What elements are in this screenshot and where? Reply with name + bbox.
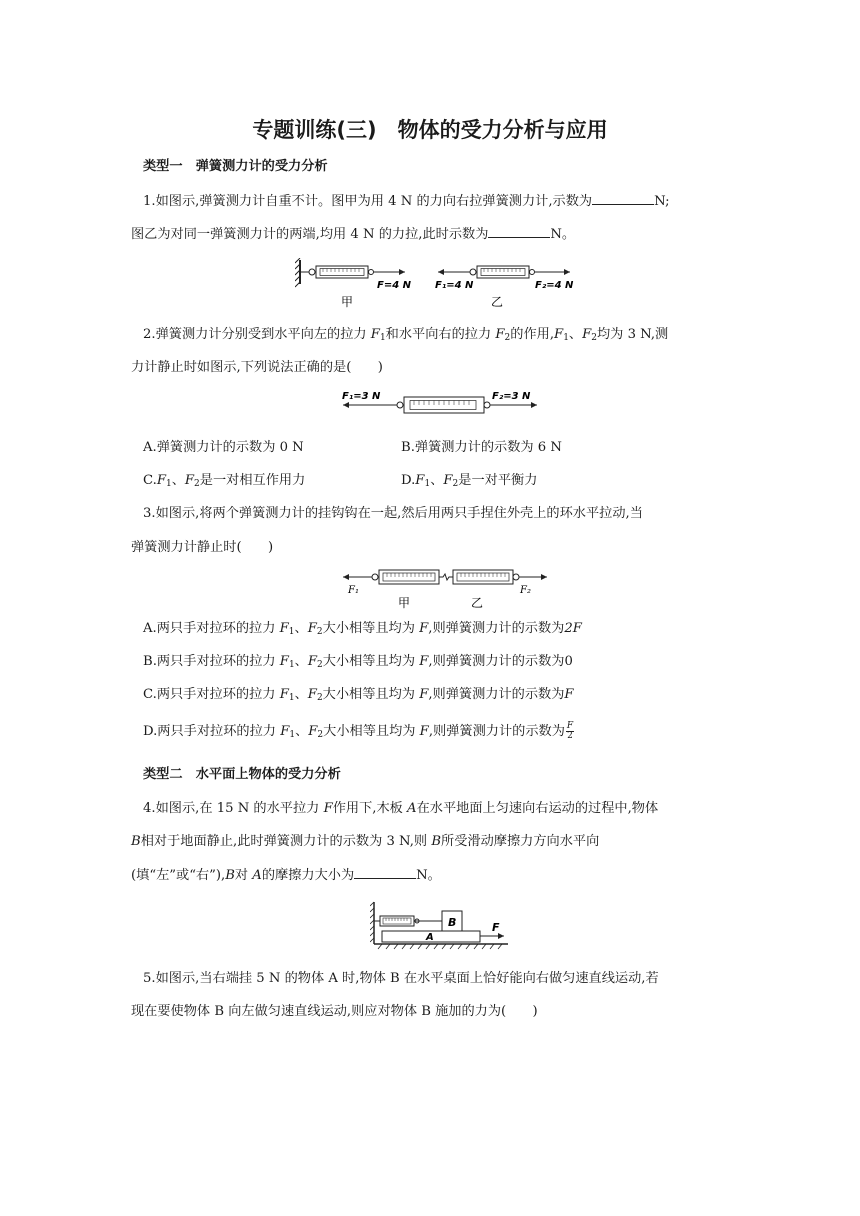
text: ,则弹簧测力计的示数为 xyxy=(428,724,565,739)
value: F xyxy=(564,687,574,702)
force-label: F=4 N xyxy=(377,280,412,291)
text: 、 xyxy=(171,473,185,488)
subscript: 1 xyxy=(424,479,431,489)
page-title: 专题训练(三) 物体的受力分析与应用 xyxy=(252,118,608,142)
option-d[interactable] xyxy=(143,722,574,741)
force-label: F₁=4 N xyxy=(435,280,474,291)
section-heading-2: 类型二 水平面上物体的受力分析 xyxy=(143,767,341,782)
question-3-line-2: 弹簧测力计静止时( ) xyxy=(131,540,274,555)
text: N。 xyxy=(550,227,576,242)
text: A. xyxy=(143,621,157,636)
figure-caption: 甲 xyxy=(341,295,354,308)
text: N。 xyxy=(416,868,441,883)
symbol: F xyxy=(279,687,289,702)
question-5-line-2: 现在要使物体 B 向左做匀速直线运动,则应对物体 B 施加的力为( ) xyxy=(131,1004,538,1019)
question-4-line-3 xyxy=(131,866,441,885)
question-5-line-1: 5.如图示,当右端挂 5 N 的物体 A 时,物体 B 在水平桌面上恰好能向右做匀速直线运动,若 xyxy=(143,971,659,986)
symbol: A xyxy=(252,868,262,883)
subscript: 2 xyxy=(504,333,511,343)
symbol: F xyxy=(323,801,333,816)
text: D. xyxy=(401,473,416,488)
subscript: 1 xyxy=(165,479,172,489)
text: 作用下,木板 xyxy=(332,801,408,816)
question-2-line-1 xyxy=(143,326,668,344)
subscript: 2 xyxy=(317,660,323,670)
text: 、 xyxy=(568,327,583,342)
text: 大小相等且均为 xyxy=(322,654,420,669)
text: 、 xyxy=(430,473,444,488)
subscript: 1 xyxy=(288,627,295,637)
text: 和水平向右的拉力 xyxy=(385,327,496,342)
force-label: F xyxy=(492,921,500,934)
answer-blank[interactable] xyxy=(354,866,416,879)
text: 两只手对拉环的拉力 xyxy=(156,621,280,636)
text: C. xyxy=(143,687,157,702)
text: (填“左”或“右”), xyxy=(131,868,226,883)
symbol: F xyxy=(156,473,166,488)
subscript: 2 xyxy=(316,627,323,637)
text: 对 xyxy=(234,868,253,883)
question-4-line-2 xyxy=(131,833,599,851)
text: 均为 3 N,测 xyxy=(597,327,669,342)
symbol: F xyxy=(307,654,318,669)
text: 大小相等且均为 xyxy=(323,724,420,739)
symbol: A xyxy=(407,801,417,816)
spring-scale-figure-3 xyxy=(340,565,550,613)
text: 两只手对拉环的拉力 xyxy=(156,687,280,702)
text: 、 xyxy=(294,687,308,702)
text: 相对于地面静止,此时弹簧测力计的示数为 3 N,则 xyxy=(140,834,432,849)
text: ,则弹簧测力计的示数为 xyxy=(428,654,565,669)
text: 大小相等且均为 xyxy=(322,687,420,702)
figure-caption: 甲 xyxy=(398,596,411,610)
option-b[interactable]: B.弹簧测力计的示数为 6 N xyxy=(401,440,562,455)
block-b-label: B xyxy=(448,916,457,929)
figure-caption: 乙 xyxy=(471,596,484,610)
fraction xyxy=(566,722,574,741)
symbol: F xyxy=(307,621,317,636)
symbol: F xyxy=(419,621,429,636)
option-a[interactable]: A.弹簧测力计的示数为 0 N xyxy=(143,440,304,455)
text: 在水平地面上匀速向右运动的过程中,物体 xyxy=(416,801,659,816)
section-heading-1: 类型一 弹簧测力计的受力分析 xyxy=(143,159,328,174)
subscript: 1 xyxy=(563,333,569,343)
question-1-line-2 xyxy=(131,225,575,244)
subscript: 1 xyxy=(288,660,295,670)
board-a-label: A xyxy=(426,932,434,943)
force-label: F₁=3 N xyxy=(342,391,381,402)
symbol: F xyxy=(554,327,564,342)
text: 、 xyxy=(294,621,308,636)
text: 大小相等且均为 xyxy=(322,621,420,636)
symbol: F xyxy=(443,473,453,488)
symbol: B xyxy=(431,834,442,849)
text: 两只手对拉环的拉力 xyxy=(157,724,281,739)
symbol: F xyxy=(308,724,318,739)
option-c[interactable] xyxy=(143,686,574,704)
option-b[interactable] xyxy=(143,653,573,671)
question-4-line-1 xyxy=(143,800,658,818)
subscript: 2 xyxy=(452,479,459,489)
symbol: F xyxy=(415,473,425,488)
text: D. xyxy=(143,724,158,739)
symbol: B xyxy=(131,834,141,849)
option-d[interactable] xyxy=(401,472,537,490)
symbol: F xyxy=(495,327,505,342)
symbol: F xyxy=(279,621,289,636)
question-1-line-1 xyxy=(143,192,670,211)
text: 是一对相互作用力 xyxy=(199,473,306,488)
option-a[interactable] xyxy=(143,620,582,638)
force-label: F₂=4 N xyxy=(535,280,574,291)
text: 4.如图示,在 15 N 的水平拉力 xyxy=(143,801,324,816)
symbol: F xyxy=(419,724,429,739)
text: ,则弹簧测力计的示数为 xyxy=(428,687,565,702)
text: 的摩擦力大小为 xyxy=(261,868,355,883)
text: ,则弹簧测力计的示数为 xyxy=(428,621,565,636)
spring-scale-figure-2 xyxy=(340,388,540,422)
denominator: 2 xyxy=(567,731,573,741)
subscript: 2 xyxy=(591,333,597,343)
subscript: 1 xyxy=(288,693,295,703)
friction-figure xyxy=(370,900,510,952)
subscript: 2 xyxy=(316,693,323,703)
subscript: 1 xyxy=(379,333,386,343)
value: 0 xyxy=(564,654,573,669)
value: 2F xyxy=(564,621,582,636)
symbol: F xyxy=(307,687,317,702)
subscript: 2 xyxy=(194,479,200,489)
force-label: F₁ xyxy=(348,585,359,596)
subscript: 1 xyxy=(289,730,296,740)
text: 、 xyxy=(294,654,308,669)
text: 是一对平衡力 xyxy=(458,473,538,488)
symbol: F xyxy=(279,654,289,669)
symbol: F xyxy=(582,327,592,342)
question-2-line-2: 力计静止时如图示,下列说法正确的是( ) xyxy=(131,360,383,375)
symbol: F xyxy=(280,724,290,739)
option-c[interactable] xyxy=(143,472,305,490)
question-3-line-1: 3.如图示,将两个弹簧测力计的挂钩钩在一起,然后用两只手捏住外壳上的环水平拉动,当 xyxy=(143,506,643,521)
subscript: 2 xyxy=(317,730,324,740)
text: B. xyxy=(143,654,157,669)
symbol: F xyxy=(184,473,195,488)
symbol: B xyxy=(225,868,235,883)
answer-blank[interactable] xyxy=(488,225,550,238)
text: 、 xyxy=(295,724,309,739)
spring-scale-b xyxy=(438,266,570,278)
symbol: F xyxy=(419,654,429,669)
force-label: F₂ xyxy=(520,585,531,596)
text: 的作用, xyxy=(510,327,555,342)
text: 2.弹簧测力计分别受到水平向左的拉力 xyxy=(143,327,371,342)
numerator: F xyxy=(566,721,574,731)
symbol: F xyxy=(370,327,380,342)
text: 所受滑动摩擦力方向水平向 xyxy=(441,834,600,849)
answer-blank[interactable] xyxy=(592,192,654,205)
text: 图乙为对同一弹簧测力计的两端,均用 4 N 的力拉,此时示数为 xyxy=(131,227,489,242)
force-label: F₂=3 N xyxy=(492,391,531,402)
text: 1.如图示,弹簧测力计自重不计。图甲为用 4 N 的力向右拉弹簧测力计,示数为 xyxy=(143,194,593,209)
text: N; xyxy=(654,194,670,209)
figure-caption: 乙 xyxy=(491,295,504,308)
symbol: F xyxy=(419,687,429,702)
text: 两只手对拉环的拉力 xyxy=(156,654,280,669)
spring-scale-figure-1 xyxy=(295,258,585,308)
text: C. xyxy=(143,473,157,488)
